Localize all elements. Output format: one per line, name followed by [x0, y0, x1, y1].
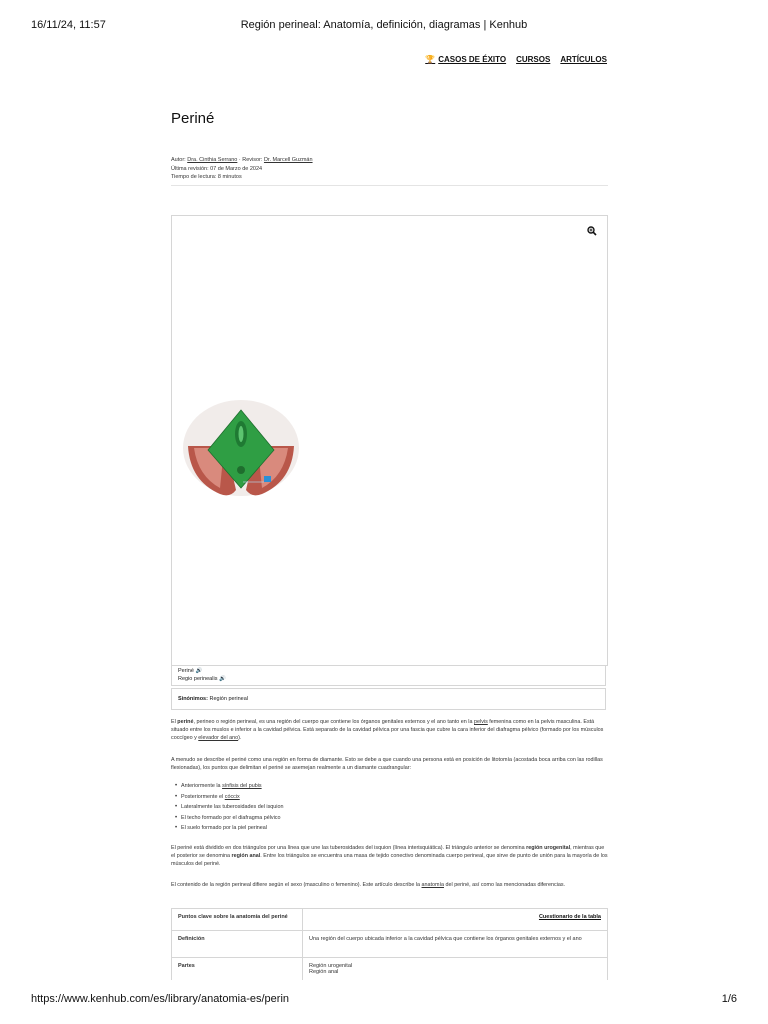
- perineum-illustration: [180, 386, 302, 501]
- nav-articles[interactable]: ARTÍCULOS: [560, 55, 607, 64]
- key-points-table: [171, 908, 608, 980]
- table-cell-label: Definición: [172, 931, 303, 958]
- pelvis-link[interactable]: pelvis: [474, 719, 488, 725]
- author-link[interactable]: Dra. Cinthia Serrano: [187, 157, 238, 163]
- anatomy-figure[interactable]: [171, 215, 608, 666]
- top-navigation: [425, 55, 607, 64]
- intro-paragraph: El periné, perineo o región perineal, es una región del cuerpo que contiene los órganos genitales externos y el ano tanto en la pelvis femenina como en la pelvis masculina. Está situado entre los muslos e inferior a la cavidad pélvica. Está separado de la cavidad pélvica por una fascia que cubre la cara inferior del diafragma pélvico (formado por los músculos coccígeo y elevador del ano).: [171, 719, 604, 741]
- list-item: • El techo formado por el diafragma pélvico: [175, 815, 612, 826]
- table-row: [172, 909, 608, 931]
- pubic-symphysis-link[interactable]: sínfisis del pubis: [222, 783, 262, 789]
- zoom-icon[interactable]: [587, 226, 597, 236]
- reading-time: Tiempo de lectura: 8 minutos: [171, 174, 242, 180]
- speaker-icon[interactable]: 🔊: [218, 676, 226, 682]
- print-page-number: 1/6: [721, 993, 737, 1005]
- table-cell-value: Una región del cuerpo ubicada inferior a la cavidad pélvica que contiene los órganos genitales externos y el ano: [303, 931, 608, 958]
- figure-label-perine: Periné: [178, 668, 194, 674]
- article-meta: Autor: Dra. Cinthia Serrano · Revisor: Dr. Marcell Guzmán Última revisión: 07 de Marzo de 2024 Tiempo de lectura: 8 minutos: [171, 157, 313, 180]
- list-item: • El suelo formado por la piel perineal: [175, 825, 612, 836]
- triangles-paragraph: El periné está dividido en dos triángulos por una línea que une las tuberosidades del isquion (línea interisquiática). El triángulo anterior se denomina región urogenital, mientras que el posterior se denomina región anal. Entre los triángulos se encuentra una masa de tejido conectivo denominada cuerpo perineal, que sirve de punto de unión para la mayoría de los músculos del periné.: [171, 845, 608, 867]
- anatomy-link[interactable]: anatomía: [421, 882, 444, 888]
- table-row: [172, 931, 608, 958]
- trophy-icon: 🏆: [425, 55, 436, 64]
- table-quiz-link[interactable]: Cuestionario de la tabla: [303, 909, 608, 931]
- nav-success-stories[interactable]: 🏆 CASOS DE ÉXITO: [425, 55, 507, 64]
- table-cell-label: Partes: [172, 958, 303, 981]
- print-footer: [31, 993, 737, 1007]
- print-datetime: 16/11/24, 11:57: [31, 19, 106, 31]
- speaker-icon[interactable]: 🔊: [195, 668, 203, 674]
- list-item: • Lateralmente las tuberosidades del isquion: [175, 804, 612, 815]
- revision-date: Última revisión: 07 de Marzo de 2024: [171, 165, 263, 172]
- reviewer-link[interactable]: Dr. Marcell Guzmán: [263, 157, 313, 163]
- table-cell-value: Región urogenital Región anal: [303, 958, 608, 981]
- print-header: [31, 19, 737, 33]
- print-url: https://www.kenhub.com/es/library/anatomia-es/perin: [31, 993, 290, 1005]
- coccyx-link[interactable]: cóccix: [224, 793, 240, 800]
- meta-divider: [171, 185, 608, 186]
- list-item: • Posteriormente el cóccix: [175, 794, 612, 805]
- boundaries-list: [171, 783, 612, 836]
- list-item: • Anteriormente la sínfisis del pubis: [175, 783, 612, 794]
- table-title: Puntos clave sobre la anatomía del periné: [172, 909, 303, 931]
- figure-label-latin: Regio perinealis: [178, 676, 218, 682]
- table-row: [172, 958, 608, 981]
- nav-courses[interactable]: CURSOS: [516, 55, 551, 64]
- levator-ani-link[interactable]: elevador del ano: [198, 735, 239, 741]
- figure-labels: [171, 665, 606, 686]
- diamond-paragraph: A menudo se describe el periné como una región en forma de diamante. Esto se debe a que cuando una persona está en posición de litotomía (acostada boca arriba con las rodillas flexionadas), los puntos que delimitan el periné se asemejan realmente a un diamante cuadrangular:: [171, 757, 603, 771]
- synonyms-box: Sinónimos: Región perineal: [171, 688, 606, 710]
- page-title: Periné: [171, 110, 215, 127]
- content-paragraph: El contenido de la región perineal difiere según el sexo (masculino o femenino). Este artículo describe la anatomía del periné, así como las mencionadas diferencias.: [171, 882, 566, 888]
- print-page-title: Región perineal: Anatomía, definición, diagramas | Kenhub: [240, 19, 528, 31]
